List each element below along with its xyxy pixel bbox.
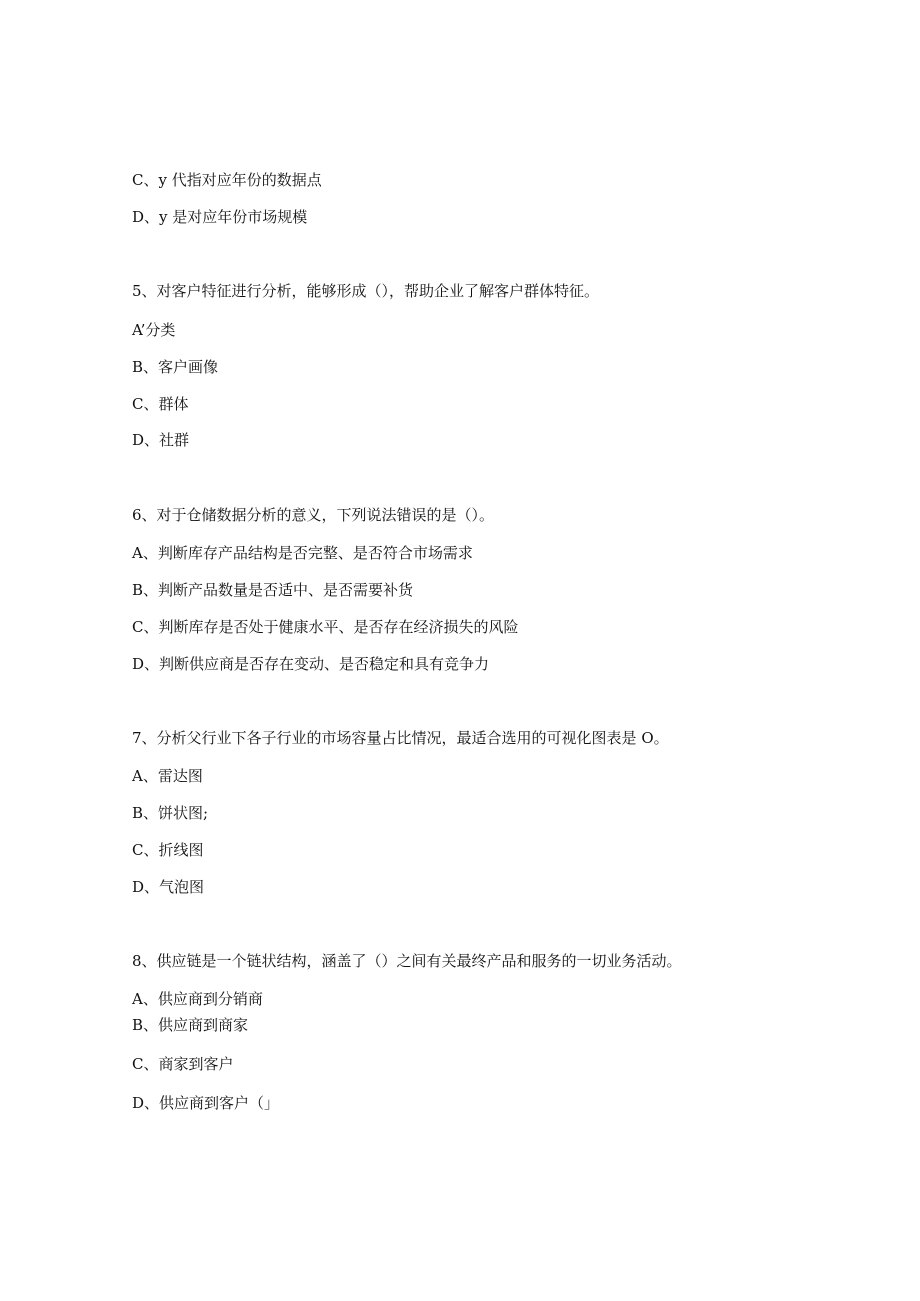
q7-option-d: D、气泡图 (132, 878, 205, 896)
q5-option-d: D、社群 (132, 431, 190, 449)
q5-option-b: B、客户画像 (132, 358, 219, 376)
q6-option-a: A、判断库存产品结构是否完整、是否符合市场需求 (132, 544, 473, 562)
q7-option-a: A、雷达图 (132, 767, 203, 785)
q4-option-d: D、y 是对应年份市场规模 (132, 208, 308, 226)
q8-question: 8、供应链是一个链状结构，涵盖了（）之间有关最终产品和服务的一切业务活动。 (132, 952, 682, 970)
q5-question: 5、对客户特征进行分析，能够形成（），帮助企业了解客户群体特征。 (132, 282, 600, 300)
q6-option-d: D、判断供应商是否存在变动、是否稳定和具有竞争力 (132, 655, 490, 673)
q8-option-b: B、供应商到商家 (132, 1016, 249, 1034)
q7-question: 7、分析父行业下各子行业的市场容量占比情况，最适合选用的可视化图表是 O。 (132, 729, 669, 747)
q8-option-c: C、商家到客户 (132, 1055, 234, 1073)
q7-option-c: C、折线图 (132, 841, 204, 859)
q5-option-c: C、群体 (132, 395, 189, 413)
q4-option-c: C、y 代指对应年份的数据点 (132, 171, 322, 189)
q6-option-c: C、判断库存是否处于健康水平、是否存在经济损失的风险 (132, 618, 519, 636)
q5-option-a: A’分类 (132, 321, 176, 339)
q7-option-b: B、饼状图; (132, 804, 209, 822)
q6-option-b: B、判断产品数量是否适中、是否需要补货 (132, 581, 414, 599)
q8-option-a: A、供应商到分销商 (132, 990, 263, 1008)
q6-question: 6、对于仓储数据分析的意义，下列说法错误的是（）。 (132, 506, 495, 524)
q8-option-d: D、供应商到客户（」 (132, 1094, 280, 1112)
